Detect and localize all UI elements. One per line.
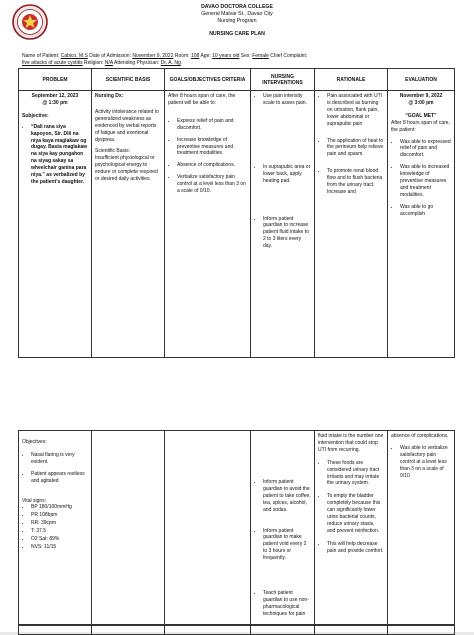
complaint-label: Chief Complaint: [270, 53, 308, 59]
chief-complaint: five attacks of acute cystitis [22, 60, 83, 66]
vital-sign: • RR: 39cpm [31, 520, 88, 527]
problem-time: @ 1:30 pm [42, 99, 68, 106]
admission-date: November 9, 2022 [132, 53, 174, 59]
intervention-item: • Use pain intensity scale to asses pain. [263, 93, 311, 107]
goals-intro: After 8 hours span of care, the patient will be able to: [168, 93, 236, 106]
subjective-label: Subjective: [22, 112, 49, 119]
rationale-cell-cont [315, 431, 388, 626]
name-label: Name of Patient: [22, 53, 60, 59]
rationale-item: • These foods are considered urinary tract irritants and may irritate the urinary system. [327, 460, 384, 488]
program-name: Nursing Program [217, 18, 257, 24]
problem-cell [19, 91, 92, 358]
goal-item: • Increase knowledge of preventive measures and treatment modalities. [177, 137, 247, 158]
evaluation-item: • Was able to verbalize satisfactory pain control at a level less than 3 on a scale of 0/10 [400, 445, 451, 480]
objectives-label: Objectives: [22, 439, 47, 445]
form-title: NURSING CARE PLAN [209, 31, 265, 37]
college-name: DAVAO DOCTORA COLLEGE [201, 4, 273, 10]
col-goals: GOALS/OBJECTIVES CRITERIA [165, 69, 251, 91]
rationale-item: • To empty the bladder completely because this can significantly lower urine bacterial counts, reduce urinary stasis, and prevent reinfection. [327, 493, 384, 534]
room-number: 108 [191, 53, 200, 59]
nursing-dx-label: Nursing Dx: [95, 93, 124, 99]
nursing-dx-text: Activity intolerance related to generalized weakness as evidenced by verbal reports of fatigue and exertional dyspnea. [95, 108, 159, 143]
col-problem: PROBLEM [19, 69, 92, 91]
care-plan-table-3 [18, 624, 455, 635]
vital-sign: • PR 108bpm [31, 512, 88, 519]
col-interventions: NURSING INTERVENTIONS [251, 69, 315, 91]
basis-cell [92, 91, 165, 358]
rationale-continued: fluid intake is the number one intervention that could stop UTI from recurring. [318, 433, 384, 453]
evaluation-continued: absence of complications. [391, 433, 449, 439]
patient-name: Cabico, M.S [60, 53, 88, 59]
document-header [0, 4, 474, 38]
rationale-item: • The application of heat to the perineum help relieve pain and spasm. [327, 138, 384, 159]
goal-item: • Express relief of pain and discomfort. [177, 118, 247, 132]
evaluation-cell-cont [388, 431, 455, 626]
room-label: Room: [174, 53, 190, 59]
intervention-item: • In suprapubic area or lower back, apply heating pad. [263, 164, 311, 185]
physician-label: Attending Physician: [114, 60, 160, 66]
care-plan-table-1 [18, 68, 455, 358]
evaluation-item: • Was able to expressed relief of pain and discomfort. [400, 139, 451, 160]
patient-age: 10 years old [212, 53, 240, 59]
objective-item: • Nasal flaring is very evident. [31, 452, 88, 466]
vital-sign: • BP 180/100mmHg [31, 504, 88, 511]
empty-cell [388, 625, 455, 635]
scientific-basis-text: Insufficient physiological or psychological energy to endure or complete required or desired daily activities. [95, 155, 158, 183]
vital-sign: • O2 Sat: 89% [31, 536, 88, 543]
goal-item: • Verbalize satisfactory pain control at a level less than 3 on a scale of 0/10. [177, 174, 247, 195]
vital-sign: • NVS: 11/15 [31, 544, 88, 551]
col-scientific-basis: SCIENTIFIC BASIS [92, 69, 165, 91]
evaluation-cell [388, 91, 455, 358]
attending-physician: Dr. A. Ng [160, 60, 181, 66]
intervention-item: • Inform patient guardian to make patient void every 2 to 3 hours or frequently. [263, 528, 311, 563]
rationale-item: • Pain associated with UTI is described as burning on urination, flank pain, lower abdominal or suprapubic pain [327, 93, 384, 128]
table-row [19, 431, 455, 626]
care-plan-table-2 [18, 430, 455, 626]
objective-cell [19, 431, 92, 626]
goals-cell-cont [165, 431, 251, 626]
table-header-row [19, 69, 455, 91]
religion-label: Religion: [83, 60, 104, 66]
scientific-basis-label: Scientific Basis: [95, 148, 131, 155]
intervention-item: • Inform patient guardian to avoid the patient to take coffee, tea, spices, alcohol, and sodas. [263, 479, 311, 514]
basis-cell-cont [92, 431, 165, 626]
evaluation-date: November 9, 2022 [399, 93, 443, 99]
intervention-item: • Teach patient guardian to use non-pharmacological techniques for pain [263, 590, 311, 618]
college-address: General Malvar St., Davao City [201, 11, 273, 17]
patient-info [22, 53, 462, 67]
rationale-item: • This will help decrease pain and provide comfort. [327, 541, 384, 555]
rationale-cell [315, 91, 388, 358]
evaluation-time: @ 3:00 pm [408, 99, 434, 106]
vital-signs-label: Vital signs: [22, 497, 47, 504]
col-evaluation: EVALUATION [388, 69, 455, 91]
empty-cell [165, 625, 251, 635]
empty-cell [315, 625, 388, 635]
evaluation-intro: After 8 hours span of care, the patient: [391, 119, 450, 133]
table-row [19, 91, 455, 358]
rationale-item: • To promote renal blood flow and to flush bacteria from the urinary tract. Increase and [327, 168, 384, 196]
interventions-cell-cont [251, 431, 315, 626]
empty-cell [251, 625, 315, 635]
goal-status: “GOAL MET” [405, 112, 437, 119]
goals-cell [165, 91, 251, 358]
evaluation-item: • Was able to go accomplish [400, 204, 451, 218]
col-rationale: RATIONALE [315, 69, 388, 91]
sex-label: Sex: [240, 53, 251, 59]
goal-item: • Absence of complications. [177, 162, 247, 169]
intervention-item: • Inform patient guardian to increase patient fluid intake to 2 to 3 liters every day. [263, 216, 311, 251]
admission-label: Date of Admission: [89, 53, 131, 59]
age-label: Age: [200, 53, 211, 59]
table-row [19, 625, 455, 635]
interventions-cell [251, 91, 315, 358]
empty-cell [19, 625, 92, 635]
patient-sex: Female [252, 53, 269, 59]
patient-religion: N/A [104, 60, 113, 66]
subjective-quote: • “Dali rana siya kapoyon, Sir. Dili na niya kaya maglakaw og dugay. Basta maglakaw na siya kay pungahon na siyag sakay sa wheelchair ganina para niya.” as verbalized by the patient's daughter. [31, 124, 88, 186]
evaluation-item: • Was able to increased knowledge of preventive measures and treatment modalities. [400, 164, 451, 199]
vital-sign: • T: 37.5 [31, 528, 88, 535]
problem-date: September 12, 2023 [31, 93, 79, 99]
empty-cell [92, 625, 165, 635]
objective-item: • Patient appears restless and agitated [31, 471, 88, 485]
